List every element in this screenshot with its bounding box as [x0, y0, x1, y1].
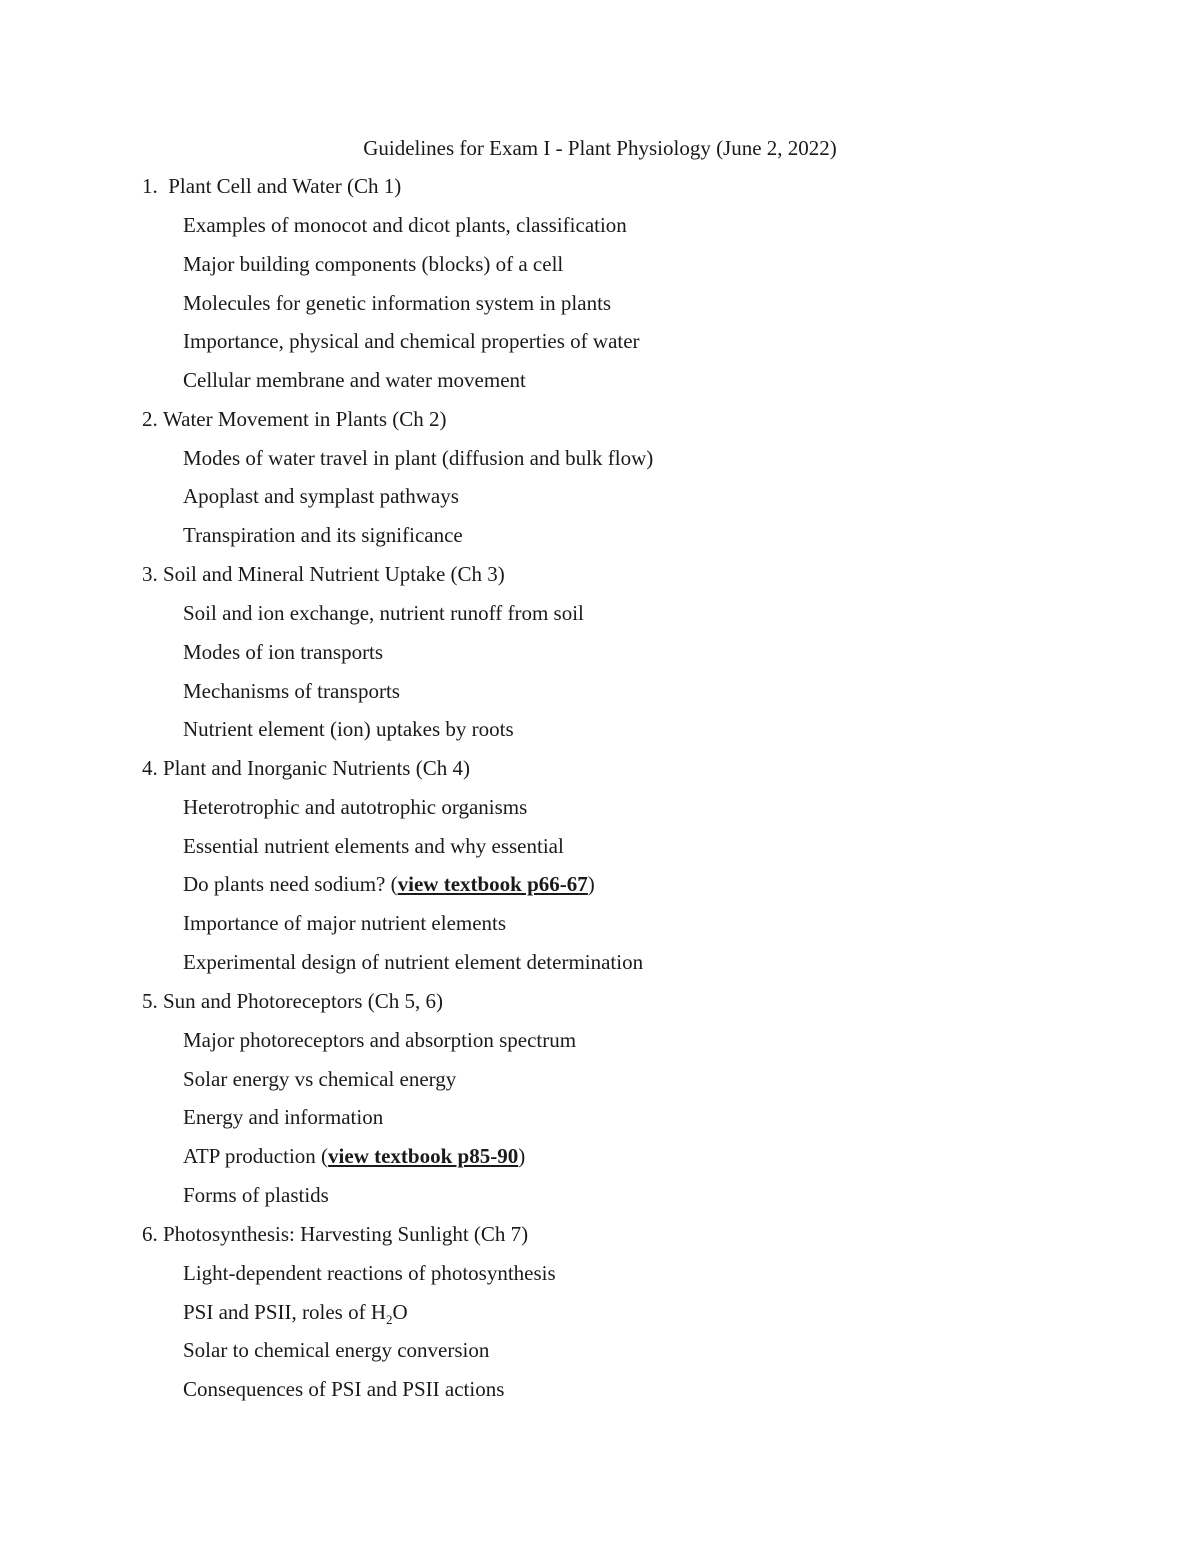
- section-title: Sun and Photoreceptors (Ch 5, 6): [163, 989, 443, 1013]
- list-item: Energy and information: [183, 1105, 384, 1129]
- textbook-link[interactable]: view textbook p66-67: [397, 872, 588, 896]
- list-item: Mechanisms of transports: [183, 679, 400, 703]
- list-item: Importance of major nutrient elements: [183, 911, 507, 935]
- list-item: Cellular membrane and water movement: [183, 368, 526, 392]
- section-heading-2: [142, 404, 447, 434]
- item-text: ): [518, 1144, 526, 1168]
- list-item: Importance, physical and chemical properties of water: [183, 329, 640, 353]
- item-text: ATP production (: [183, 1144, 329, 1168]
- list-item: Modes of water travel in plant (diffusion and bulk flow): [183, 446, 654, 470]
- list-item: Consequences of PSI and PSII actions: [183, 1377, 505, 1401]
- list-item: Major building components (blocks) of a cell: [183, 252, 564, 276]
- section-number: 2.: [142, 407, 158, 431]
- section-heading-1: [142, 171, 401, 201]
- list-item: Light-dependent reactions of photosynthesis: [183, 1261, 556, 1285]
- list-item: Modes of ion transports: [183, 640, 384, 664]
- section-title: Water Movement in Plants (Ch 2): [163, 407, 447, 431]
- list-item: Examples of monocot and dicot plants, classification: [183, 213, 627, 237]
- section-number: 4.: [142, 756, 158, 780]
- section-heading-6: [142, 1219, 528, 1249]
- section-number: 5.: [142, 989, 158, 1013]
- list-item: Essential nutrient elements and why essential: [183, 834, 564, 858]
- list-item: Solar energy vs chemical energy: [183, 1067, 457, 1091]
- list-item: Solar to chemical energy conversion: [183, 1338, 490, 1362]
- section-heading-3: [142, 559, 505, 589]
- item-text: ): [587, 872, 595, 896]
- list-item: Heterotrophic and autotrophic organisms: [183, 795, 528, 819]
- list-item: Major photoreceptors and absorption spectrum: [183, 1028, 577, 1052]
- list-item: Apoplast and symplast pathways: [183, 484, 459, 508]
- section-heading-5: [142, 986, 443, 1016]
- section-number: 3.: [142, 562, 158, 586]
- item-text: O: [392, 1300, 408, 1324]
- section-number: 6.: [142, 1222, 158, 1246]
- textbook-link[interactable]: view textbook p85-90: [328, 1144, 519, 1168]
- list-item: Molecules for genetic information system in plants: [183, 291, 612, 315]
- item-text: Do plants need sodium? (: [183, 872, 398, 896]
- list-item: Nutrient element (ion) uptakes by roots: [183, 717, 514, 741]
- section-title: Plant and Inorganic Nutrients (Ch 4): [163, 756, 470, 780]
- list-item: [183, 1141, 525, 1171]
- section-title: Soil and Mineral Nutrient Uptake (Ch 3): [163, 562, 505, 586]
- list-item: Soil and ion exchange, nutrient runoff from soil: [183, 601, 584, 625]
- list-item: Transpiration and its significance: [183, 523, 463, 547]
- section-number: 1.: [142, 174, 158, 198]
- list-item: [183, 1297, 408, 1327]
- section-heading-4: [142, 753, 470, 783]
- list-item: Experimental design of nutrient element determination: [183, 950, 644, 974]
- section-title: Photosynthesis: Harvesting Sunlight (Ch 7): [163, 1222, 529, 1246]
- section-title: Plant Cell and Water (Ch 1): [168, 174, 402, 198]
- item-text: PSI and PSII, roles of H: [183, 1300, 386, 1324]
- subscript: 2: [386, 1312, 393, 1328]
- list-item: [183, 869, 595, 899]
- document-title: Guidelines for Exam I - Plant Physiology (June 2, 2022): [363, 136, 837, 160]
- list-item: Forms of plastids: [183, 1183, 329, 1207]
